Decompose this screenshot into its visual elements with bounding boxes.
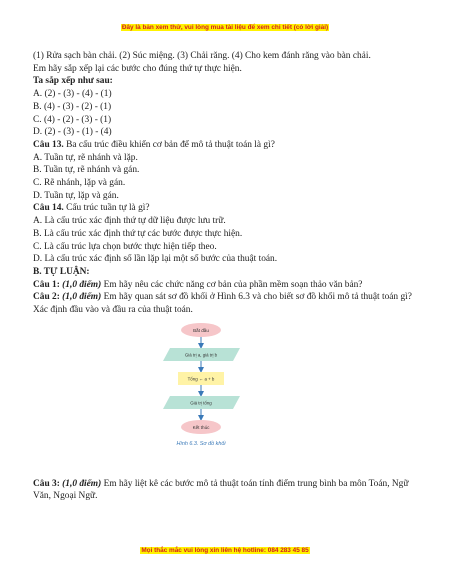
- hotline-footer: [0, 547, 450, 554]
- e1-score: (1,0 điểm): [62, 279, 102, 290]
- e1-text: Em hãy nêu các chức năng cơ bản của phần mềm soạn thảo văn bản?: [101, 279, 363, 290]
- q12-option-a: A. (2) - (3) - (4) - (1): [33, 89, 112, 100]
- process-label: Tổng ← a + b: [187, 376, 215, 382]
- q13-text: Ba cấu trúc điều khiển cơ bản để mô tả thuật toán là gì?: [63, 139, 275, 150]
- q14-text: Cấu trúc tuần tự là gì?: [63, 203, 150, 214]
- section-b-heading: B. TỰ LUẬN:: [33, 266, 90, 277]
- figure-caption: Hình 6.3. Sơ đồ khối: [176, 440, 226, 447]
- essay-question-1: [33, 279, 425, 292]
- q14-question: [33, 202, 425, 215]
- q13-option-a: A. Tuần tự, rẽ nhánh và lặp.: [33, 152, 138, 163]
- output-label: Giá trị tổng: [190, 400, 212, 406]
- e2-label: Câu 2:: [33, 292, 60, 303]
- preview-banner-text: Đây là bản xem thử, vui lòng mua tài liệu để xem chi tiết (có lời giải): [121, 24, 329, 31]
- essay-question-2: [33, 291, 425, 316]
- q14-option-b: B. Là cấu trúc xác định thứ tự các bước được thực hiện.: [33, 228, 243, 239]
- e1-label: Câu 1:: [33, 279, 60, 290]
- e3-label: Câu 3:: [33, 478, 60, 489]
- preview-banner: [0, 24, 450, 31]
- q13-option-d: D. Tuần tự, lặp và gán.: [33, 190, 119, 201]
- q14-label: Câu 14.: [33, 203, 64, 214]
- q12-lead: Ta sắp xếp như sau:: [33, 76, 113, 87]
- q12-prompt: Em hãy sắp xếp lại các bước cho đúng thứ tự thực hiện.: [33, 63, 242, 74]
- q12-option-c: C. (4) - (2) - (3) - (1): [33, 114, 112, 125]
- e3-text: Em hãy liệt kê các bước mô tả thuật toán tính điểm trung bình ba môn Toán, Ngữ Văn, Ngoại Ngữ.: [33, 478, 409, 502]
- e2-text: Em hãy quan sát sơ đồ khối ở Hình 6.3 và cho biết sơ đồ khối mô tả thuật toán gì? Xác định đầu vào và đầu ra của thuật toán.: [33, 292, 412, 316]
- end-label: Kết thúc: [192, 424, 210, 430]
- q14-option-d: D. Là cấu trúc xác định số lần lặp lại một số bước của thuật toán.: [33, 254, 278, 265]
- q13-question: [33, 139, 425, 152]
- flowchart-diagram: [145, 319, 265, 471]
- q13-option-b: B. Tuần tự, rẽ nhánh và gán.: [33, 165, 140, 176]
- essay-question-3: [33, 478, 425, 503]
- q14-option-a: A. Là cấu trúc xác định thứ tự dữ liệu được lưu trữ.: [33, 216, 226, 227]
- e2-score: (1,0 điểm): [62, 292, 102, 303]
- q14-option-c: C. Là cấu trúc lựa chọn bước thực hiện tiếp theo.: [33, 241, 217, 252]
- q12-option-b: B. (4) - (3) - (2) - (1): [33, 101, 112, 112]
- q13-label: Câu 13.: [33, 139, 64, 150]
- e3-score: (1,0 điểm): [62, 478, 102, 489]
- flowchart-figure: [33, 317, 425, 472]
- q12-option-d: D. (2) - (3) - (1) - (4): [33, 127, 112, 138]
- input-label: Giá trị a, giá trị b: [184, 352, 218, 358]
- document-body: [33, 50, 425, 503]
- q12-steps: (1) Rửa sạch bàn chải. (2) Súc miệng. (3) Chải răng. (4) Cho kem đánh răng vào bàn chải.: [33, 51, 371, 61]
- q13-option-c: C. Rẽ nhánh, lặp và gán.: [33, 178, 126, 189]
- hotline-footer-text: Mọi thắc mắc vui lòng xin liên hệ hotline: 084 283 45 85: [141, 547, 309, 554]
- start-label: Bắt đầu: [193, 327, 209, 333]
